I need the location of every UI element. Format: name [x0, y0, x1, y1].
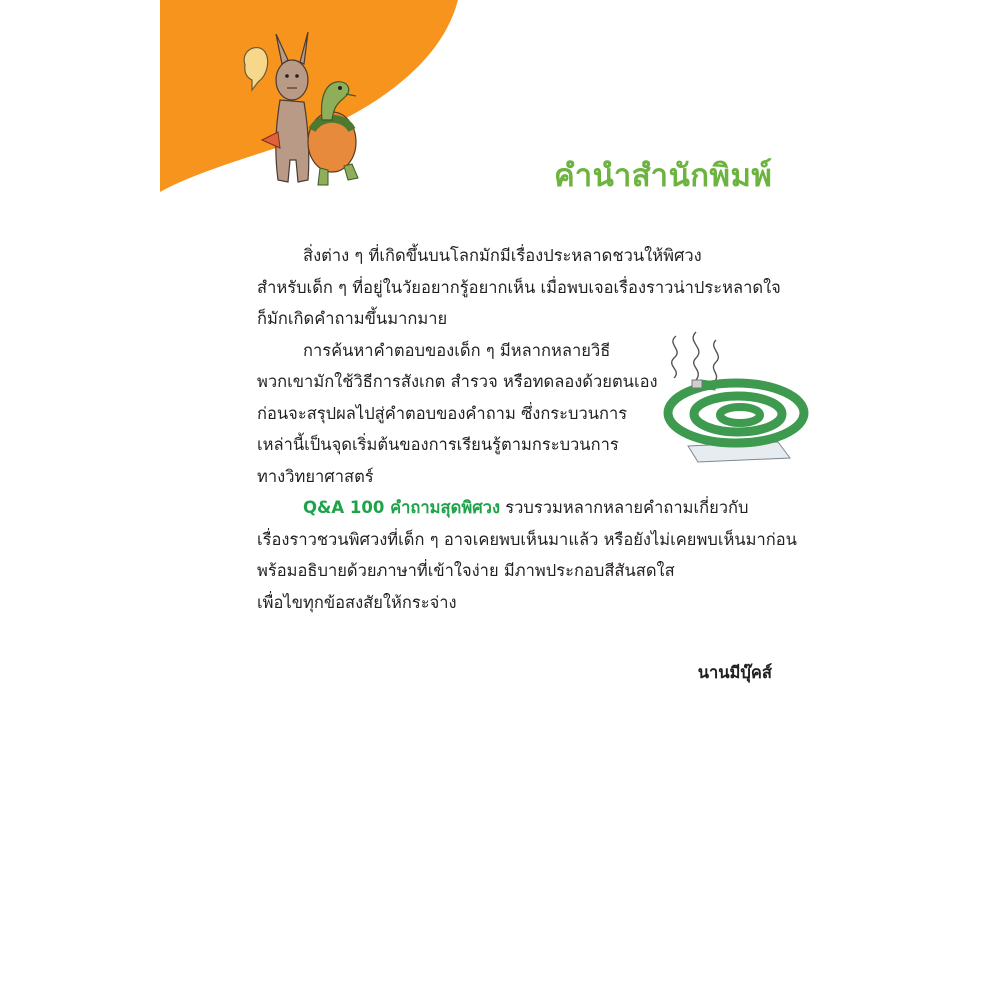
text-line: ก็มักเกิดคำถามขึ้นมากมาย [257, 309, 448, 328]
page-title: คำนำสำนักพิมพ์ [554, 158, 773, 194]
rabbit-and-turtle-illustration [240, 30, 370, 190]
text-line: เพื่อไขทุกข้อสงสัยให้กระจ่าง [257, 592, 457, 612]
text-line: สิ่งต่าง ๆ ที่เกิดขึ้นบนโลกมักมีเรื่องประหลาดชวนให้พิศวง [303, 246, 702, 265]
preface-body [257, 240, 817, 618]
text-line: พร้อมอธิบายด้วยภาษาที่เข้าใจง่าย มีภาพประกอบสีสันสดใส [257, 561, 675, 580]
text-line: ก่อนจะสรุปผลไปสู่คำตอบของคำถาม ซึ่งกระบวนการ [257, 403, 628, 423]
text-line [257, 492, 817, 524]
text-line: เรื่องราวชวนพิศวงที่เด็ก ๆ อาจเคยพบเห็นมาแล้ว หรือยังไม่เคยพบเห็นมาก่อน [257, 529, 797, 549]
text-line: สำหรับเด็ก ๆ ที่อยู่ในวัยอยากรู้อยากเห็น เมื่อพบเจอเรื่องราวน่าประหลาดใจ [257, 277, 781, 297]
text-line: ทางวิทยาศาสตร์ [257, 466, 374, 486]
publisher-signature: นานมีบุ๊คส์ [697, 663, 772, 682]
text-span: รวบรวมหลากหลายคำถามเกี่ยวกับ [500, 498, 749, 517]
book-title-highlight: Q&A 100 คำถามสุดพิศวง [303, 498, 501, 517]
book-page [160, 0, 840, 1000]
text-line: พวกเขามักใช้วิธีการสังเกต สำรวจ หรือทดลองด้วยตนเอง [257, 372, 658, 391]
text-line: การค้นหาคำตอบของเด็ก ๆ มีหลากหลายวิธี [303, 340, 611, 360]
text-line: เหล่านี้เป็นจุดเริ่มต้นของการเรียนรู้ตามกระบวนการ [257, 435, 619, 454]
